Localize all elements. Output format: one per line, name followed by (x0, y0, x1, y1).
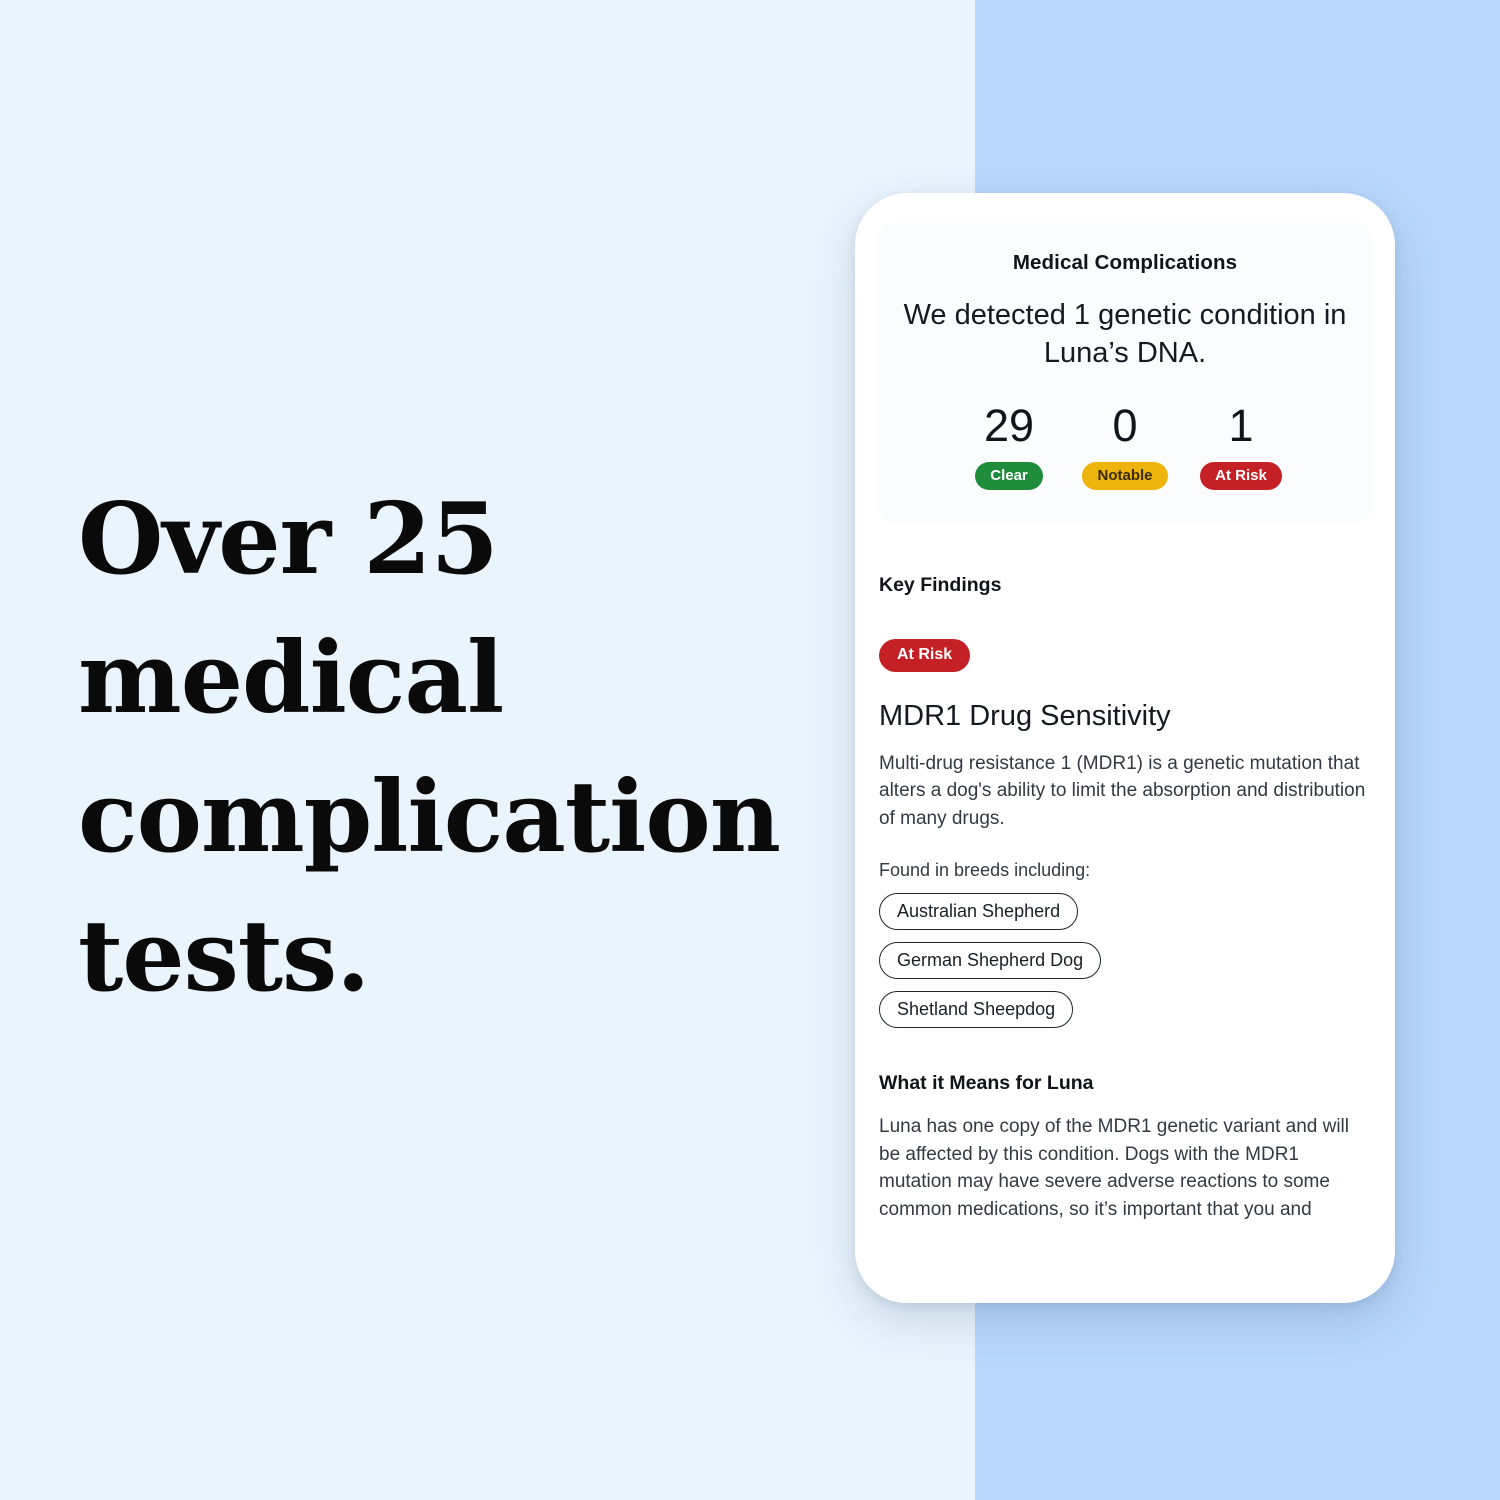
stat-notable[interactable] (1067, 399, 1183, 490)
headline-line-1: Over 25 (78, 482, 498, 597)
phone-mockup (855, 193, 1395, 1303)
breed-chip[interactable]: German Shepherd Dog (879, 942, 1101, 979)
stat-notable-value: 0 (1112, 399, 1138, 451)
key-findings-label: Key Findings (879, 573, 1002, 596)
finding-title[interactable]: MDR1 Drug Sensitivity (879, 699, 1171, 732)
status-badge-at-risk: At Risk (1200, 462, 1282, 490)
page-title (78, 470, 778, 1027)
stat-clear-value: 29 (983, 399, 1035, 451)
finding-status-badge: At Risk (879, 639, 970, 672)
stat-at-risk-value: 1 (1228, 399, 1254, 451)
status-badge-clear: Clear (975, 462, 1043, 490)
stats-row (897, 399, 1353, 490)
finding-description: Multi-drug resistance 1 (MDR1) is a genetic mutation that alters a dog's ability to limit the absorption and distribution of many drugs. (879, 752, 1366, 829)
headline-line-2: medical (78, 621, 504, 737)
what-it-means-body: Luna has one copy of the MDR1 genetic variant and will be affected by this condition. Dogs with the MDR1 mutation may have severe adverse reactions to some common medications, so it’s important that you and (879, 1116, 1349, 1220)
breed-chip[interactable]: Shetland Sheepdog (879, 991, 1073, 1028)
phone-screen[interactable] (873, 223, 1377, 1303)
status-badge-notable: Notable (1082, 462, 1167, 490)
breed-chip[interactable]: Australian Shepherd (879, 893, 1078, 930)
stat-clear[interactable] (951, 399, 1067, 490)
summary-headline: We detected 1 genetic condition in Luna’s DNA. (903, 299, 1347, 369)
what-it-means-title: What it Means for Luna (879, 1072, 1094, 1095)
breeds-label: Found in breeds including: (879, 860, 1091, 881)
summary-card (877, 223, 1373, 522)
headline-line-3: complication (78, 760, 780, 876)
headline-line-4: tests. (78, 899, 370, 1015)
summary-card-title: Medical Complications (1012, 251, 1238, 274)
findings-content (873, 522, 1377, 1223)
stat-at-risk[interactable] (1183, 399, 1299, 490)
